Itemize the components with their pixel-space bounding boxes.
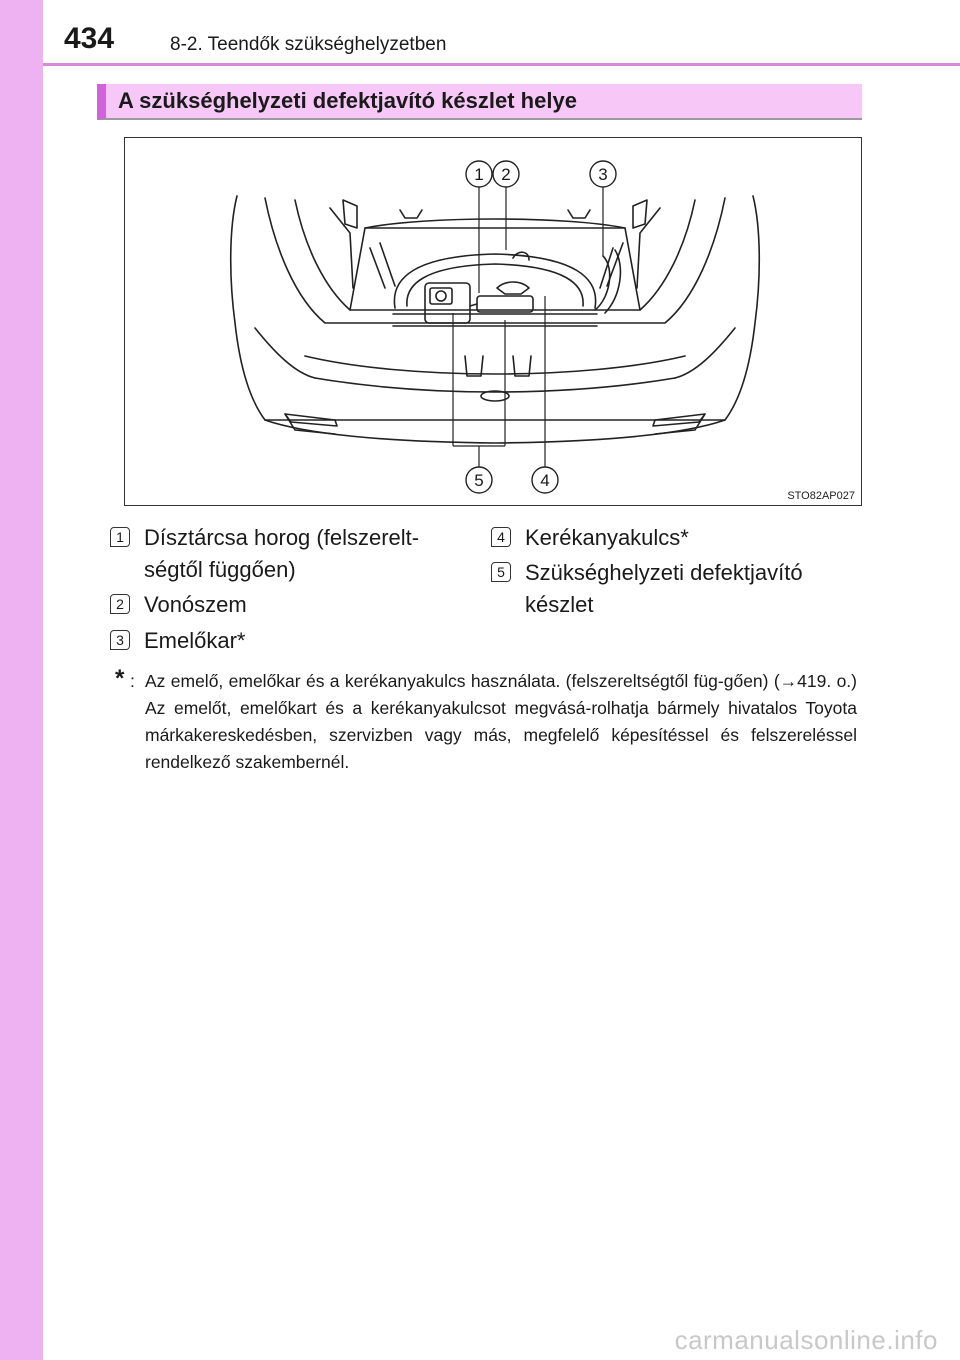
legend-item-5-line1: Szükséghelyzeti defektjavító [525,560,803,585]
footnote-marker: * [115,665,125,692]
section-title: A szükséghelyzeti defektjavító készlet helye [118,88,577,113]
legend-item-5-line2: készlet [525,592,594,617]
legend-item-1 [144,522,419,586]
footnote-text: Az emelő, emelőkar és a kerékanyakulcs használata. (felszereltségtől füg-gően) (→419. o.) Az emelőt, emelőkart és a kerékanyakulcsot megvásá-rolhatja bármely hivatalos Toyota márkakereskedésben, szervizben vagy más, megfelelő képesítéssel és felszereléssel rendelkező szakembernél. [145,671,857,772]
chapter-title: 8-2. Teendők szükséghelyzetben [170,34,447,55]
car-trunk-illustration [124,137,862,506]
footnote-colon: : [130,671,135,691]
callout-1: 1 [474,165,484,184]
legend-number-5: 5 [491,562,511,582]
legend-number-2: 2 [110,594,130,614]
legend-item-5 [525,557,803,621]
legend-number-4: 4 [491,527,511,547]
section-heading [97,84,862,120]
legend-item-1-line2: ségtől függően) [144,557,296,582]
figure-code: STO82AP027 [787,490,855,502]
legend-item-2: Vonószem [144,592,247,617]
callout-3: 3 [598,165,608,184]
legend-item-1-line1: Dísztárcsa horog (felszerelt- [144,525,420,550]
header-divider [43,63,960,66]
callout-5: 5 [474,471,484,490]
legend-item-4: Kerékanyakulcs* [525,525,689,550]
callout-4: 4 [540,471,550,490]
legend-item-3: Emelőkar* [144,628,246,653]
page-number: 434 [64,22,115,55]
watermark: carmanualsonline.info [674,1325,938,1355]
legend-number-3: 3 [110,630,130,650]
left-margin-strip [0,0,43,1360]
legend-number-1: 1 [110,527,130,547]
callout-2: 2 [501,165,511,184]
footnote [115,665,857,776]
trunk-drawing [125,138,861,505]
